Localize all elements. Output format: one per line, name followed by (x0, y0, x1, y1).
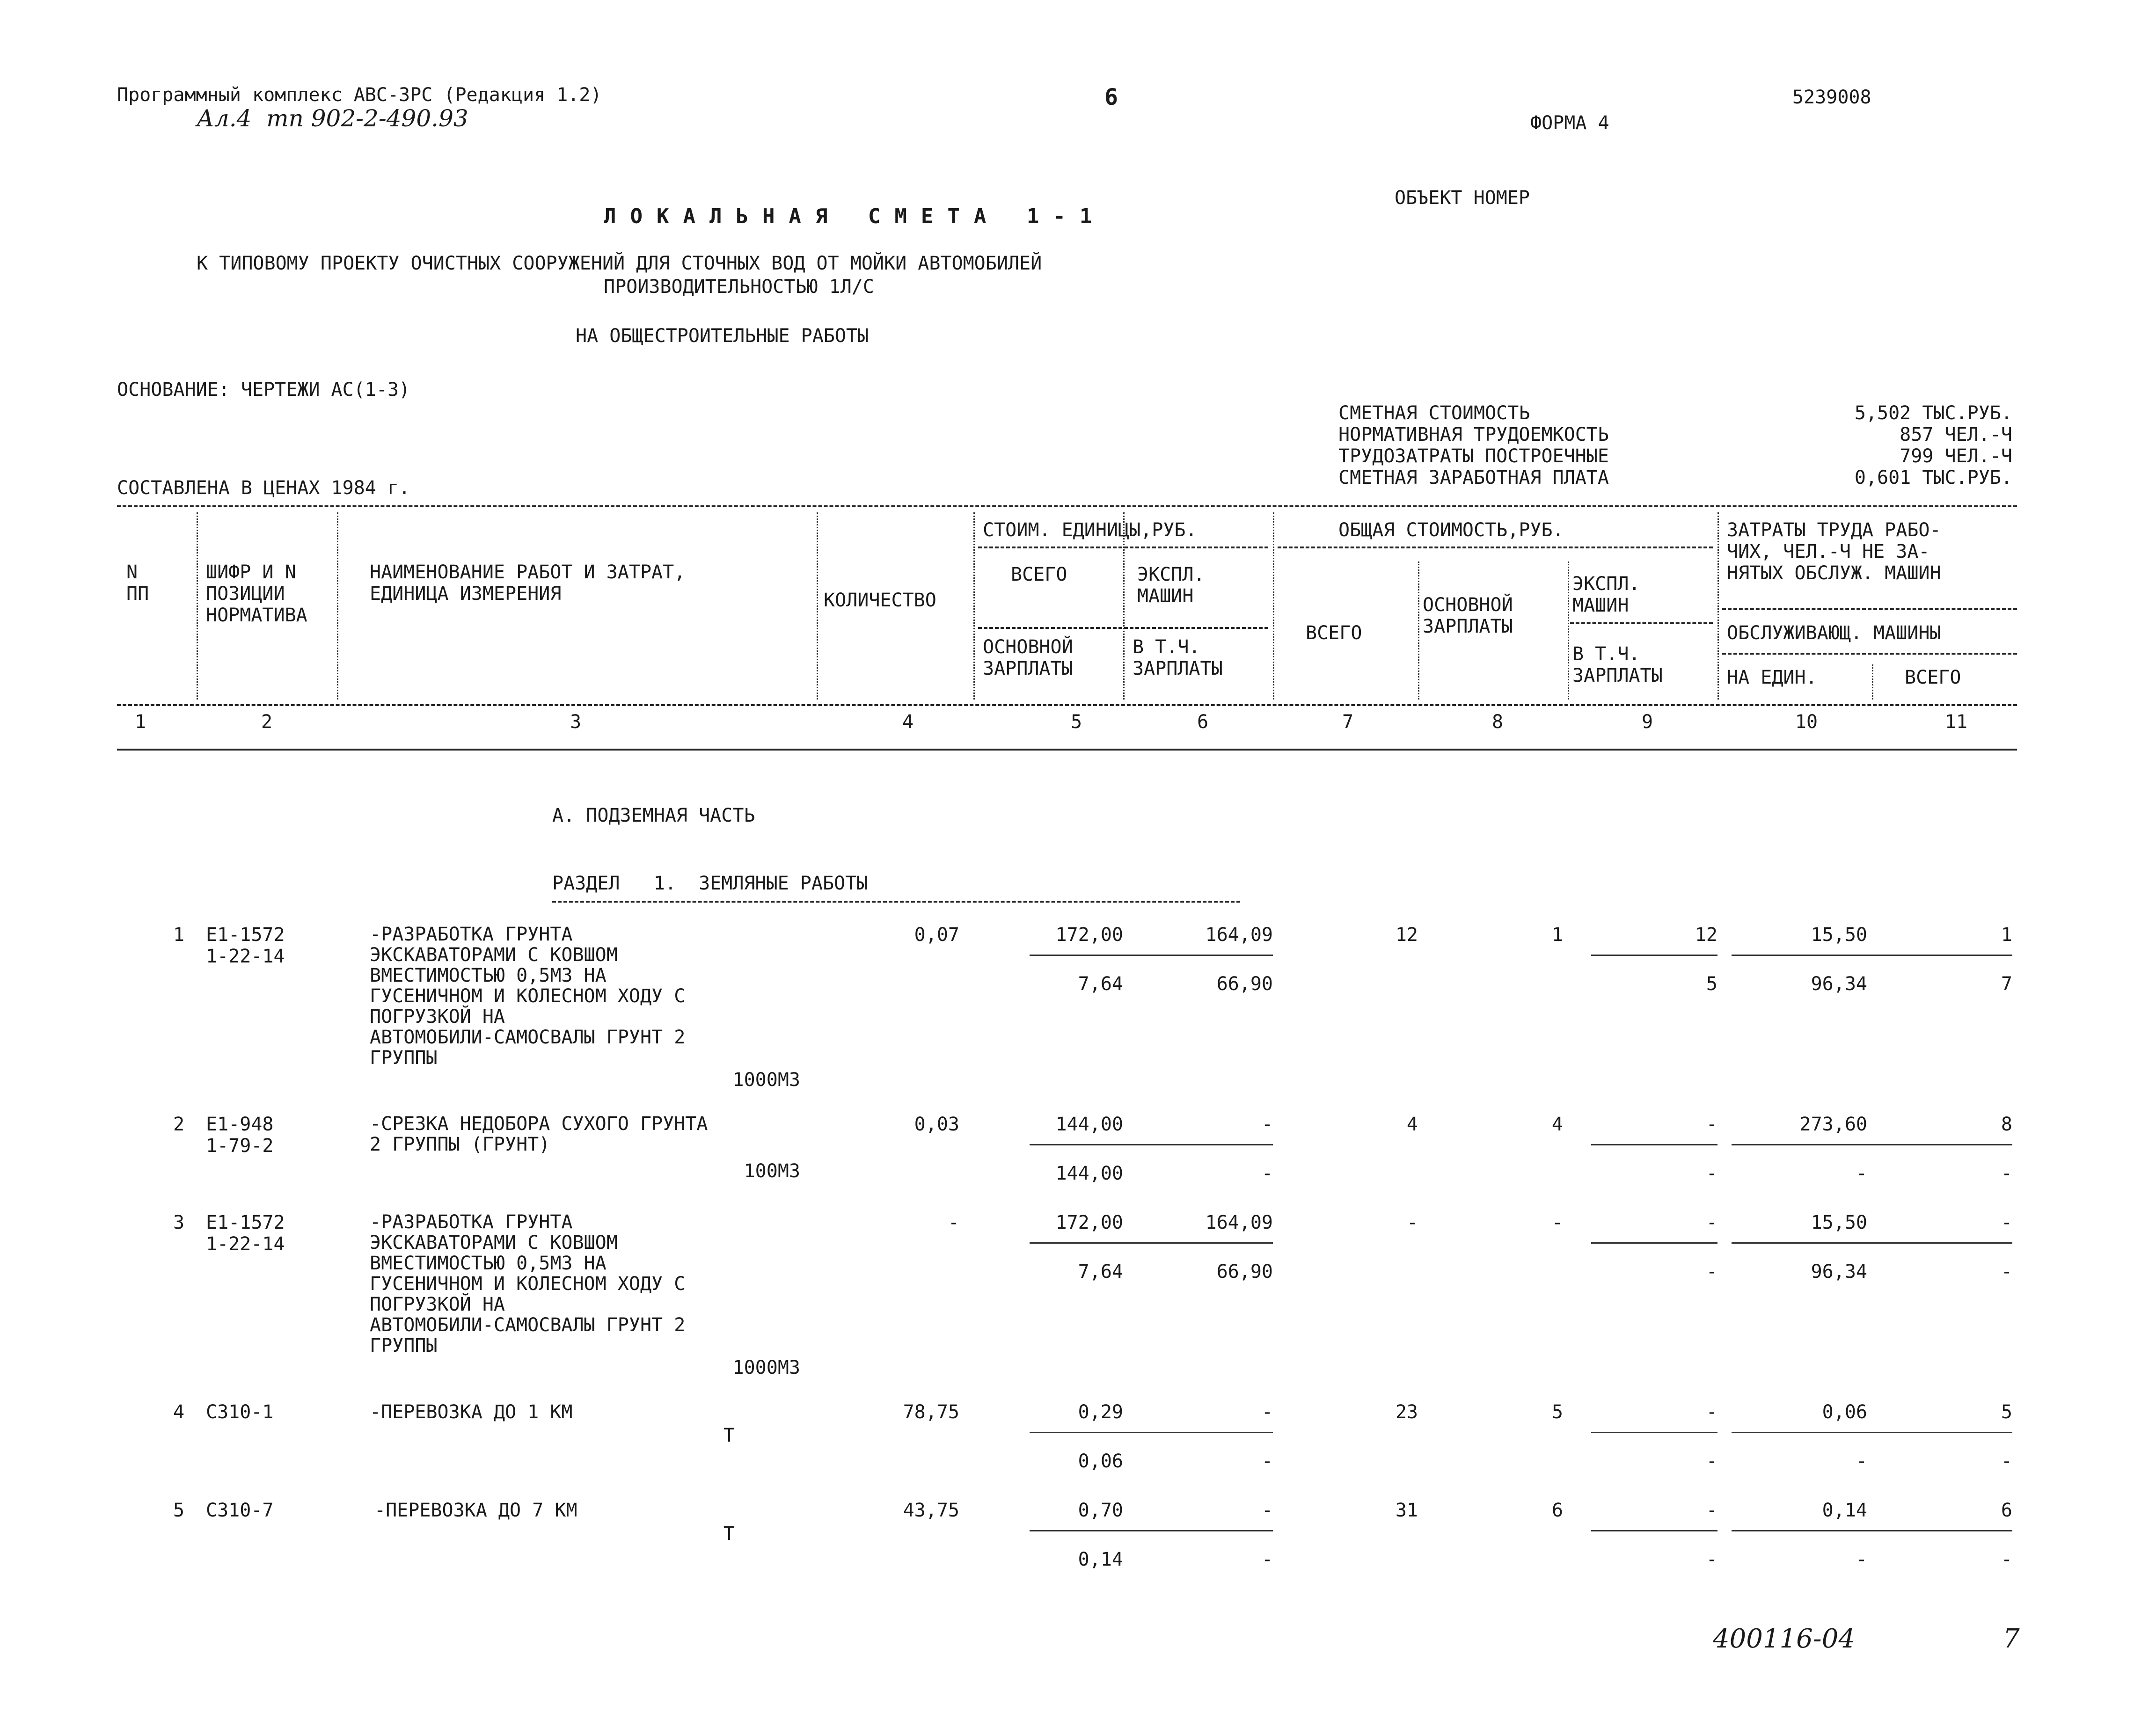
total-machines: - (1706, 1500, 1717, 1521)
album-code: Ал.4 тп 902-2-490.93 (197, 105, 468, 132)
row-unit: 1000М3 (732, 1357, 800, 1378)
document-code: 5239008 (1792, 87, 1871, 108)
total-machine-wage: - (1706, 1451, 1717, 1472)
subtitle-line2: ПРОИЗВОДИТЕЛЬНОСТЬЮ 1Л/С (604, 276, 874, 298)
unit-cost-machine-wage: 66,90 (1216, 973, 1273, 995)
column-number: 10 (1795, 711, 1818, 733)
cell-rule (1030, 1144, 1273, 1145)
column-separator (1717, 512, 1719, 700)
header-rule (978, 627, 1268, 629)
cell-rule (1591, 1242, 1717, 1244)
row-quantity: 0,03 (914, 1114, 959, 1135)
summary-label: СМЕТНАЯ ЗАРАБОТНАЯ ПЛАТА (1338, 467, 1609, 488)
summary-value: 857 ЧЕЛ.-Ч (1900, 424, 2012, 445)
unit-cost-machine-wage: - (1261, 1549, 1273, 1570)
row-name: -РАЗРАБОТКА ГРУНТА ЭКСКАВАТОРАМИ С КОВШОМ ВМЕСТИМОСТЬЮ 0,5М3 НА ГУСЕНИЧНОМ И КОЛЕСНОМ ХОДУ С ПОГРУЗКОЙ НА АВТОМОБИЛИ-САМОСВАЛЫ ГРУНТ 2 ГРУППЫ (370, 1211, 686, 1356)
labor-per-unit-machine: - (1856, 1549, 1867, 1570)
row-quantity: 78,75 (903, 1401, 959, 1423)
cell-rule (1732, 1144, 2012, 1145)
summary-value: 0,601 ТЫС.РУБ. (1854, 467, 2012, 488)
cell-rule (1030, 955, 1273, 956)
row-quantity: 43,75 (903, 1500, 959, 1521)
row-unit: Т (723, 1523, 735, 1545)
labor-total: 6 (2001, 1500, 2012, 1521)
header-rule (117, 704, 2017, 706)
column-separator (337, 512, 338, 700)
labor-total: - (2001, 1212, 2012, 1233)
column-number: 6 (1197, 711, 1209, 733)
total-cost: 31 (1395, 1500, 1418, 1521)
labor-per-unit-machine: 96,34 (1811, 1261, 1867, 1283)
column-separator (1872, 664, 1873, 700)
column-number: 8 (1491, 711, 1504, 733)
column-separator (1568, 561, 1569, 700)
summary-value: 799 ЧЕЛ.-Ч (1900, 445, 2012, 467)
col-header-unit-wage: ОСНОВНОЙ ЗАРПЛАТЫ (983, 636, 1073, 679)
column-number: 2 (261, 711, 273, 733)
row-quantity: - (948, 1212, 959, 1233)
col-header-labor-mach: ОБСЛУЖИВАЮЩ. МАШИНЫ (1727, 622, 1941, 644)
column-number: 5 (1070, 711, 1082, 733)
labor-total: 1 (2001, 924, 2012, 946)
col-header-code: ШИФР И N ПОЗИЦИИ НОРМАТИВА (206, 561, 307, 626)
table-top-rule (117, 505, 2017, 507)
total-machine-wage: - (1706, 1163, 1717, 1184)
col-header-name: НАИМЕНОВАНИЕ РАБОТ И ЗАТРАТ, ЕДИНИЦА ИЗМЕРЕНИЯ (370, 561, 686, 605)
col-header-total-mach-wage: В Т.Ч. ЗАРПЛАТЫ (1572, 643, 1663, 686)
object-label: ОБЪЕКТ НОМЕР (1395, 187, 1530, 209)
unit-cost-machines: - (1261, 1114, 1273, 1135)
col-header-total-wage: ОСНОВНОЙ ЗАРПЛАТЫ (1423, 594, 1513, 637)
col-header-total-mach: ЭКСПЛ. МАШИН (1572, 573, 1640, 616)
cell-rule (1030, 1530, 1273, 1531)
cell-rule (1732, 955, 2012, 956)
col-header-unit-mach-wage: В Т.Ч. ЗАРПЛАТЫ (1133, 636, 1223, 679)
row-code: Е1-948 (206, 1114, 274, 1135)
total-machine-wage: - (1706, 1261, 1717, 1283)
row-unit: 1000М3 (732, 1069, 800, 1091)
col-header-total-all: ВСЕГО (1306, 622, 1362, 644)
row-name: -РАЗРАБОТКА ГРУНТА ЭКСКАВАТОРАМИ С КОВШОМ ВМЕСТИМОСТЬЮ 0,5М3 НА ГУСЕНИЧНОМ И КОЛЕСНОМ ХОДУ С ПОГРУЗКОЙ НА АВТОМОБИЛИ-САМОСВАЛЫ ГРУНТ 2 ГРУППЫ (370, 924, 686, 1069)
unit-cost-machine-wage: - (1261, 1163, 1273, 1184)
col-header-n: N ПП (126, 561, 149, 605)
col-header-unit-cost: СТОИМ. ЕДИНИЦЫ,РУБ. (983, 519, 1197, 541)
unit-cost-total: 172,00 (1055, 924, 1123, 946)
cell-rule (1732, 1242, 2012, 1244)
unit-cost-wage: 0,14 (1078, 1549, 1123, 1570)
header-rule (1278, 547, 1713, 548)
cell-rule (1030, 1242, 1273, 1244)
column-number: 3 (570, 711, 582, 733)
col-header-unit-mach: ЭКСПЛ. МАШИН (1137, 564, 1205, 607)
column-separator (197, 512, 198, 700)
row-name: -СРЕЗКА НЕДОБОРА СУХОГО ГРУНТА 2 ГРУППЫ (ГРУНТ) (370, 1113, 708, 1155)
form-label: ФОРМА 4 (1530, 112, 1609, 134)
labor-total: 8 (2001, 1114, 2012, 1135)
labor-total: 5 (2001, 1401, 2012, 1423)
header-rule (978, 547, 1268, 548)
unit-cost-machines: 164,09 (1205, 924, 1273, 946)
page-number: 6 (1104, 84, 1118, 110)
section-rule (552, 901, 1240, 903)
cell-rule (1591, 1144, 1717, 1145)
labor-total-machine: 7 (2001, 973, 2012, 995)
labor-per-unit: 15,50 (1811, 1212, 1867, 1233)
total-cost: - (1406, 1212, 1418, 1233)
header-rule (1722, 653, 2017, 655)
footer-stamp: 400116-04 (1713, 1624, 1855, 1654)
unit-cost-total: 144,00 (1055, 1114, 1123, 1135)
row-number: 2 (173, 1114, 185, 1135)
cell-rule (1591, 1530, 1717, 1531)
header-bottom-rule (117, 749, 2017, 751)
summary-label: СМЕТНАЯ СТОИМОСТЬ (1338, 402, 1530, 424)
column-number: 7 (1342, 711, 1354, 733)
row-name: -ПЕРЕВОЗКА ДО 1 КМ (370, 1401, 573, 1423)
summary-label: НОРМАТИВНАЯ ТРУДОЕМКОСТЬ (1338, 424, 1609, 445)
unit-cost-machines: - (1261, 1401, 1273, 1423)
summary-label: ТРУДОЗАТРАТЫ ПОСТРОЕЧНЫЕ (1338, 445, 1609, 467)
cell-rule (1732, 1530, 2012, 1531)
row-number: 5 (173, 1500, 185, 1521)
total-machine-wage: 5 (1706, 973, 1717, 995)
row-number: 3 (173, 1212, 185, 1233)
col-header-total-cost: ОБЩАЯ СТОИМОСТЬ,РУБ. (1338, 519, 1564, 541)
unit-cost-machines: - (1261, 1500, 1273, 1521)
row-quantity: 0,07 (914, 924, 959, 946)
total-cost: 23 (1395, 1401, 1418, 1423)
program-name: Программный комплекс АВС-3РС (Редакция 1.2) (117, 84, 602, 106)
row-code-2: 1-79-2 (206, 1135, 274, 1157)
row-number: 1 (173, 924, 185, 946)
labor-per-unit-machine: 96,34 (1811, 973, 1867, 995)
col-header-labor-total: ВСЕГО (1905, 667, 1961, 688)
unit-cost-machine-wage: 66,90 (1216, 1261, 1273, 1283)
col-header-labor-unit: НА ЕДИН. (1727, 667, 1817, 688)
unit-cost-total: 172,00 (1055, 1212, 1123, 1233)
row-code: Е1-1572 (206, 924, 285, 946)
labor-per-unit: 273,60 (1799, 1114, 1867, 1135)
column-number: 9 (1641, 711, 1653, 733)
row-code: С310-1 (206, 1401, 274, 1423)
total-wage: 5 (1551, 1401, 1563, 1423)
col-header-qty: КОЛИЧЕСТВО (824, 590, 936, 611)
header-rule (1722, 608, 2017, 610)
section-title: РАЗДЕЛ 1. ЗЕМЛЯНЫЕ РАБОТЫ (552, 873, 868, 894)
total-machines: - (1706, 1401, 1717, 1423)
total-wage: 6 (1551, 1500, 1563, 1521)
unit-cost-machine-wage: - (1261, 1451, 1273, 1472)
unit-cost-wage: 0,06 (1078, 1451, 1123, 1472)
labor-per-unit-machine: - (1856, 1163, 1867, 1184)
total-cost: 12 (1395, 924, 1418, 946)
row-unit: 100М3 (744, 1160, 800, 1182)
column-separator (1418, 561, 1419, 700)
column-number: 11 (1944, 711, 1968, 733)
col-header-labor: ЗАТРАТЫ ТРУДА РАБО- ЧИХ, ЧЕЛ.-Ч НЕ ЗА- НЯТЫХ ОБСЛУЖ. МАШИН (1727, 519, 1941, 584)
cell-rule (1591, 955, 1717, 956)
total-machines: 12 (1695, 924, 1717, 946)
row-unit: Т (723, 1425, 735, 1446)
page-title: ЛОКАЛЬНАЯ СМЕТА 1-1 (604, 204, 1106, 228)
labor-total-machine: - (2001, 1451, 2012, 1472)
total-wage: 4 (1551, 1114, 1563, 1135)
footer-page-number: 7 (2003, 1624, 2020, 1654)
total-machine-wage: - (1706, 1549, 1717, 1570)
col-header-unit-total: ВСЕГО (1011, 564, 1067, 585)
cell-rule (1030, 1432, 1273, 1433)
cell-rule (1591, 1432, 1717, 1433)
labor-total-machine: - (2001, 1163, 2012, 1184)
labor-per-unit-machine: - (1856, 1451, 1867, 1472)
subtitle-line1: К ТИПОВОМУ ПРОЕКТУ ОЧИСТНЫХ СООРУЖЕНИЙ ДЛЯ СТОЧНЫХ ВОД ОТ МОЙКИ АВТОМОБИЛЕЙ (197, 253, 1042, 274)
unit-cost-wage: 7,64 (1078, 1261, 1123, 1283)
total-cost: 4 (1406, 1114, 1418, 1135)
labor-per-unit: 15,50 (1811, 924, 1867, 946)
unit-cost-machines: 164,09 (1205, 1212, 1273, 1233)
total-wage: 1 (1551, 924, 1563, 946)
subtitle-line3: НА ОБЩЕСТРОИТЕЛЬНЫЕ РАБОТЫ (576, 325, 869, 347)
labor-per-unit: 0,06 (1822, 1401, 1867, 1423)
row-code-2: 1-22-14 (206, 1233, 285, 1255)
labor-per-unit: 0,14 (1822, 1500, 1867, 1521)
labor-total-machine: - (2001, 1549, 2012, 1570)
row-code-2: 1-22-14 (206, 946, 285, 967)
column-number: 4 (902, 711, 914, 733)
cell-rule (1732, 1432, 2012, 1433)
column-separator (973, 512, 975, 700)
part-title: А. ПОДЗЕМНАЯ ЧАСТЬ (552, 805, 755, 826)
unit-cost-total: 0,29 (1078, 1401, 1123, 1423)
column-number: 1 (134, 711, 146, 733)
total-wage: - (1551, 1212, 1563, 1233)
prices-label: СОСТАВЛЕНА В ЦЕНАХ 1984 г. (117, 477, 410, 499)
total-machines: - (1706, 1212, 1717, 1233)
unit-cost-wage: 7,64 (1078, 973, 1123, 995)
unit-cost-wage: 144,00 (1055, 1163, 1123, 1184)
row-code: С310-7 (206, 1500, 274, 1521)
summary-value: 5,502 ТЫС.РУБ. (1854, 402, 2012, 424)
row-code: Е1-1572 (206, 1212, 285, 1233)
labor-total-machine: - (2001, 1261, 2012, 1283)
unit-cost-total: 0,70 (1078, 1500, 1123, 1521)
total-machines: - (1706, 1114, 1717, 1135)
column-separator (817, 512, 818, 700)
column-separator (1273, 512, 1274, 700)
basis-label: ОСНОВАНИЕ: ЧЕРТЕЖИ АС(1-3) (117, 379, 410, 401)
header-rule (1570, 622, 1713, 624)
row-number: 4 (173, 1401, 185, 1423)
row-name: -ПЕРЕВОЗКА ДО 7 КМ (374, 1500, 577, 1521)
